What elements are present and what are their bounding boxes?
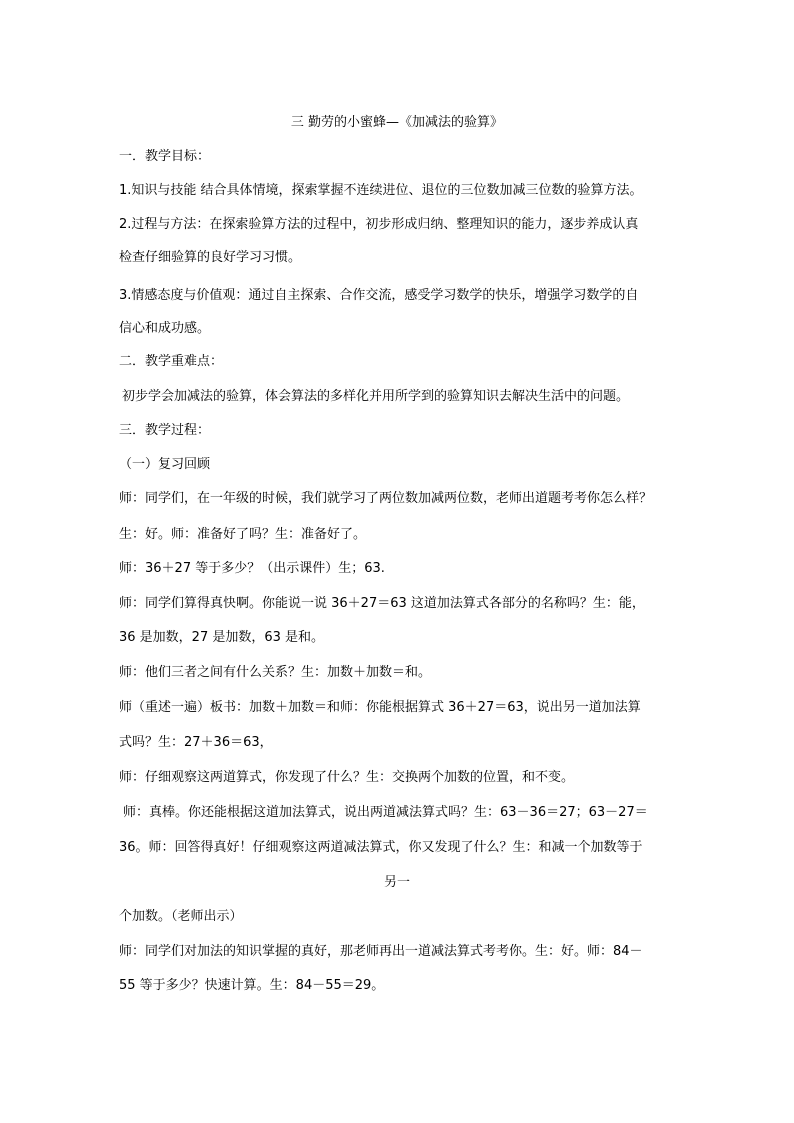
dialogue-line: 36 是加数，27 是加数，63 是和。 <box>119 630 325 645</box>
dialogue-line: 师：同学们算得真快啊。你能说一说 36＋27＝63 这道加法算式各部分的名称吗？生：能， <box>119 596 645 611</box>
dialogue-line: 师：36＋27 等于多少？（出示课件）生；63. <box>119 561 385 576</box>
section-heading-process: 三．教学过程： <box>119 423 211 438</box>
dialogue-line: 式吗？生：27＋36＝63， <box>119 735 273 750</box>
subsection-heading-review: （一）复习回顾 <box>119 457 211 472</box>
dialogue-line: 36。师：回答得真好！仔细观察这两道减法算式，你又发现了什么？生：和减一个加数等于 <box>119 840 643 855</box>
paragraph-line: 信心和成功感。 <box>119 321 211 336</box>
dialogue-line: 师（重述一遍）板书：加数＋加数＝和师：你能根据算式 36＋27＝63，说出另一道加法算 <box>119 700 641 715</box>
section-heading-key-points: 二．教学重难点： <box>119 354 224 369</box>
dialogue-line: 个加数。（老师出示） <box>119 909 243 924</box>
paragraph-line: 初步学会加减法的验算，体会算法的多样化并用所学到的验算知识去解决生活中的问题。 <box>122 389 630 404</box>
dialogue-line: 师：同学们，在一年级的时候，我们就学习了两位数加减两位数，老师出道题考考你怎么样？ <box>119 491 653 506</box>
paragraph-line: 3.情感态度与价值观：通过自主探索、合作交流，感受学习数学的快乐，增强学习数学的自 <box>119 288 639 303</box>
dialogue-line: 另一 <box>383 875 410 890</box>
paragraph-line: 1.知识与技能 结合具体情境，探索掌握不连续进位、退位的三位数加减三位数的验算方法。 <box>119 183 643 198</box>
dialogue-line: 师：仔细观察这两道算式，你发现了什么？生：交换两个加数的位置，和不变。 <box>119 770 575 785</box>
dialogue-line: 师：同学们对加法的知识掌握的真好，那老师再出一道减法算式考考你。生：好。师：84－ <box>119 944 643 959</box>
dialogue-line: 生：好。师：准备好了吗？生：准备好了。 <box>119 527 367 542</box>
document-title: 三 勤劳的小蜜蜂—《加减法的验算》 <box>290 115 504 130</box>
dialogue-line: 师：真棒。你还能根据这道加法算式，说出两道减法算式吗？生：63－36＝27；63－27＝ <box>123 805 648 820</box>
section-heading-objectives: 一．教学目标： <box>119 149 211 164</box>
paragraph-line: 2.过程与方法：在探索验算方法的过程中，初步形成归纳、整理知识的能力，逐步养成认真 <box>119 217 639 232</box>
dialogue-line: 55 等于多少？快速计算。生：84－55＝29。 <box>119 978 385 993</box>
dialogue-line: 师：他们三者之间有什么关系？生：加数＋加数＝和。 <box>119 665 432 680</box>
paragraph-line: 检查仔细验算的良好学习习惯。 <box>119 250 302 265</box>
